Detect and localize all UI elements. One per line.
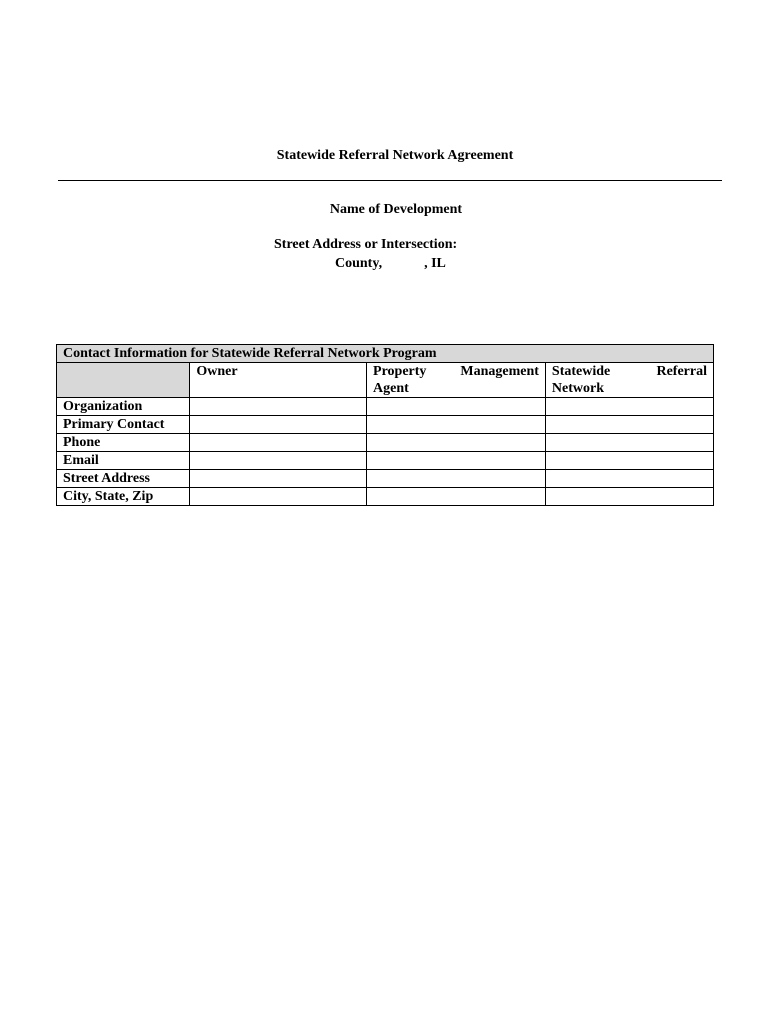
srn-organization-cell[interactable] bbox=[545, 398, 713, 416]
pma-phone-cell[interactable] bbox=[367, 434, 546, 452]
header-property-management-agent bbox=[367, 363, 546, 398]
row-label-street-address: Street Address bbox=[57, 470, 190, 488]
header-srn-line2: Network bbox=[551, 381, 605, 396]
srn-primary-contact-cell[interactable] bbox=[545, 416, 713, 434]
owner-organization-cell[interactable] bbox=[190, 398, 367, 416]
pma-organization-cell[interactable] bbox=[367, 398, 546, 416]
header-pma-word1: Property bbox=[373, 364, 427, 379]
table-row bbox=[57, 416, 714, 434]
table-row bbox=[57, 452, 714, 470]
county-label: County, bbox=[335, 256, 383, 271]
row-label-city-state-zip: City, State, Zip bbox=[57, 488, 190, 506]
title-underline-rule bbox=[58, 180, 722, 181]
owner-street-address-cell[interactable] bbox=[190, 470, 367, 488]
table-caption-row bbox=[57, 345, 714, 363]
table-header-row bbox=[57, 363, 714, 398]
pma-primary-contact-cell[interactable] bbox=[367, 416, 546, 434]
document-title: Statewide Referral Network Agreement bbox=[276, 148, 514, 163]
header-pma-line1 bbox=[373, 363, 539, 380]
table-row bbox=[57, 470, 714, 488]
row-label-email: Email bbox=[57, 452, 190, 470]
street-address-label: Street Address or Intersection: bbox=[274, 237, 458, 252]
header-statewide-referral-network bbox=[545, 363, 713, 398]
header-srn-word2: Referral bbox=[656, 364, 707, 379]
header-owner: Owner bbox=[190, 363, 367, 398]
county-line bbox=[335, 256, 446, 272]
contact-information-table bbox=[56, 344, 714, 506]
row-label-organization: Organization bbox=[57, 398, 190, 416]
table-row bbox=[57, 398, 714, 416]
row-label-phone: Phone bbox=[57, 434, 190, 452]
pma-street-address-cell[interactable] bbox=[367, 470, 546, 488]
development-name-label: Name of Development bbox=[329, 202, 463, 217]
pma-email-cell[interactable] bbox=[367, 452, 546, 470]
header-pma-word2: Management bbox=[460, 364, 539, 379]
owner-email-cell[interactable] bbox=[190, 452, 367, 470]
srn-street-address-cell[interactable] bbox=[545, 470, 713, 488]
header-srn-line1 bbox=[552, 363, 707, 380]
header-pma-line2: Agent bbox=[373, 381, 409, 396]
owner-primary-contact-cell[interactable] bbox=[190, 416, 367, 434]
header-blank-cell bbox=[57, 363, 190, 398]
pma-city-state-zip-cell[interactable] bbox=[367, 488, 546, 506]
state-suffix: , IL bbox=[424, 256, 446, 271]
table-row bbox=[57, 434, 714, 452]
header-srn-word1: Statewide bbox=[551, 364, 611, 379]
owner-phone-cell[interactable] bbox=[190, 434, 367, 452]
srn-email-cell[interactable] bbox=[545, 452, 713, 470]
row-label-primary-contact: Primary Contact bbox=[57, 416, 190, 434]
srn-phone-cell[interactable] bbox=[545, 434, 713, 452]
srn-city-state-zip-cell[interactable] bbox=[545, 488, 713, 506]
owner-city-state-zip-cell[interactable] bbox=[190, 488, 367, 506]
table-row bbox=[57, 488, 714, 506]
table-caption: Contact Information for Statewide Referral Network Program bbox=[57, 345, 714, 363]
